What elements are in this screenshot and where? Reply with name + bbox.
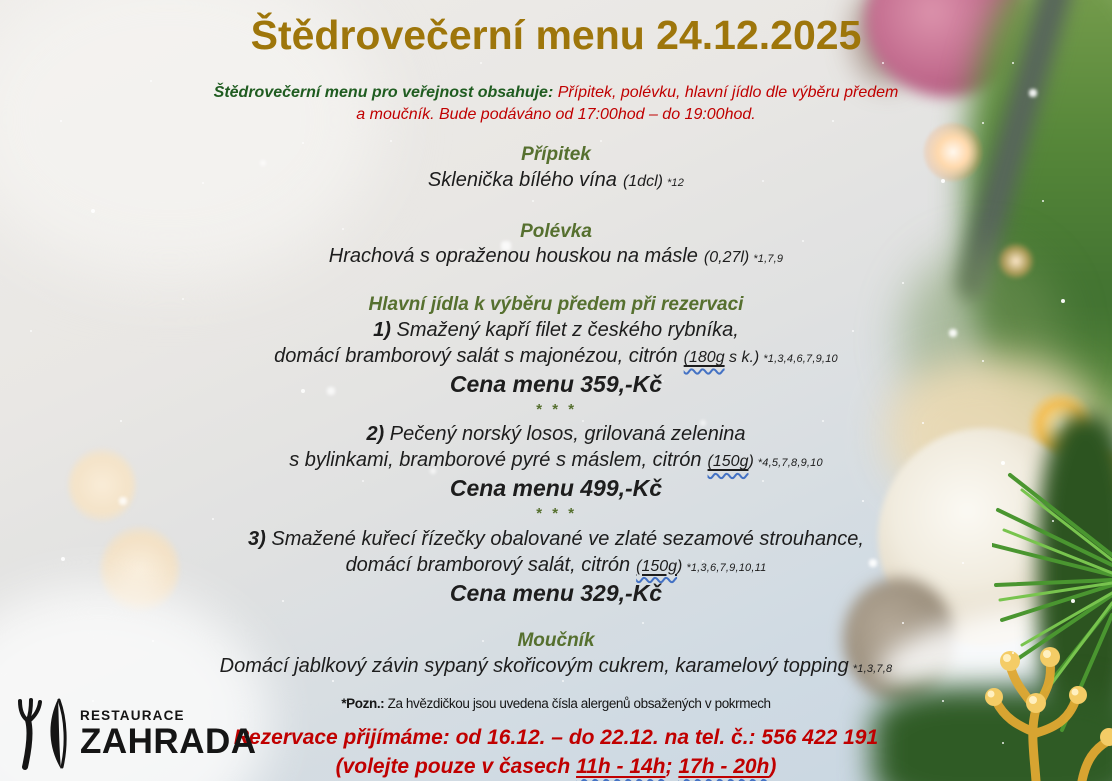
reservation-time-range-1: 11h - 14h	[576, 754, 666, 778]
intro-text-line2: a moučník. Bude podáváno od 17:00hod – do 19:00hod.	[356, 106, 756, 124]
section-heading-dessert: Moučník	[517, 630, 595, 652]
soup-item-text: Hrachová s opraženou houskou na másle	[328, 245, 698, 268]
main-dish-3-line2	[0, 552, 1112, 578]
dessert-item	[0, 653, 1112, 679]
section-heading-mains: Hlavní jídla k výběru předem při rezervaci	[368, 294, 744, 316]
main-dish-2-line2	[0, 447, 1112, 473]
section-heading-aperitif: Přípitek	[521, 143, 591, 165]
main-dish-2-allergens: *4,5,7,8,9,10	[757, 457, 823, 470]
main-dish-3-portion-underlined: (150g	[636, 557, 678, 575]
main-dish-1-allergens: *1,3,4,6,7,9,10	[763, 353, 838, 366]
main-dish-1-text: Smažený kapří filet z českého rybníka,	[390, 319, 739, 342]
logo-restaurace-label: RESTAURACE	[80, 708, 185, 724]
reservation-separator: ;	[665, 754, 679, 778]
aperitif-item	[0, 167, 1112, 193]
main-dish-1-portion-rest: s k.)	[724, 349, 760, 367]
main-dish-3-text2: domácí bramborový salát, citrón	[345, 553, 631, 576]
main-dish-2-portion-underlined: (150g	[707, 453, 749, 471]
main-dish-2-portion-rest: )	[748, 453, 754, 471]
reservation-line2-prefix: (volejte pouze v časech	[335, 754, 577, 778]
reservation-line2-suffix: )	[769, 754, 777, 778]
main-dish-2-number: 2)	[366, 423, 385, 446]
intro-paragraph	[0, 82, 1112, 127]
allergen-note-label: *Pozn.:	[341, 696, 385, 712]
main-dish-3-price: Cena menu 329,-Kč	[449, 579, 663, 606]
aperitif-portion: (1dcl)	[622, 172, 663, 190]
allergen-note-text: Za hvězdičkou jsou uvedena čísla alergenů obsažených v pokrmech	[384, 696, 771, 712]
main-dish-2-portion	[708, 453, 754, 470]
main-dish-3-portion	[636, 558, 682, 575]
dessert-allergens: *1,3,7,8	[852, 663, 893, 676]
main-dish-1-portion-underlined: (180g	[683, 349, 725, 367]
reservation-time-range-2: 17h - 20h	[678, 754, 770, 778]
soup-portion: (0,27l)	[703, 249, 750, 267]
main-dish-1-number: 1)	[373, 319, 391, 342]
soup-item	[0, 243, 1112, 269]
main-dish-2-text: Pečený norský losos, grilovaná zelenina	[384, 423, 746, 446]
main-dish-1-line1	[0, 317, 1112, 343]
aperitif-item-text: Sklenička bílého vína	[427, 168, 617, 191]
main-dish-2-price: Cena menu 499,-Kč	[449, 475, 663, 502]
main-dish-3-line1	[0, 526, 1112, 552]
main-dish-3-portion-rest: )	[677, 557, 683, 575]
page-title: Štědrovečerní menu 24.12.2025	[250, 12, 862, 58]
main-dish-3-allergens: *1,3,6,7,9,10,11	[686, 561, 767, 574]
main-dish-1-text2: domácí bramborový salát s majonézou, citrón	[274, 345, 678, 368]
main-dish-1-price: Cena menu 359,-Kč	[449, 371, 663, 398]
reservation-line1: Rezervace přijímáme: od 16.12. – do 22.12. na tel. č.: 556 422 191	[233, 726, 879, 750]
separator-stars: * * *	[535, 400, 577, 418]
main-dish-3-number: 3)	[248, 527, 266, 550]
intro-text-line1: Přípitek, polévku, hlavní jídlo dle výběru předem	[553, 84, 899, 101]
aperitif-allergens: *12	[666, 176, 685, 189]
separator-stars: * * *	[535, 505, 577, 523]
dessert-item-text: Domácí jablkový závin sypaný skořicovým cukrem, karamelový topping	[219, 655, 849, 678]
section-heading-soup: Polévka	[520, 220, 592, 242]
main-dish-3-text: Smažené kuřecí řízečky obalované ve zlaté sezamové strouhance,	[265, 527, 864, 550]
fork-and-leaf-icon	[14, 697, 76, 771]
intro-label: Štědrovečerní menu pro veřejnost obsahuje:	[213, 84, 554, 101]
main-dish-1-portion	[684, 349, 760, 366]
logo-text	[80, 709, 257, 759]
main-dish-2-line1	[0, 421, 1112, 447]
main-dish-2-text2: s bylinkami, bramborové pyré s máslem, citrón	[289, 449, 702, 472]
soup-allergens: *1,7,9	[753, 253, 784, 266]
logo-zahrada-label: ZAHRADA	[80, 721, 257, 761]
restaurant-logo	[14, 697, 257, 771]
main-dish-1-line2	[0, 343, 1112, 369]
